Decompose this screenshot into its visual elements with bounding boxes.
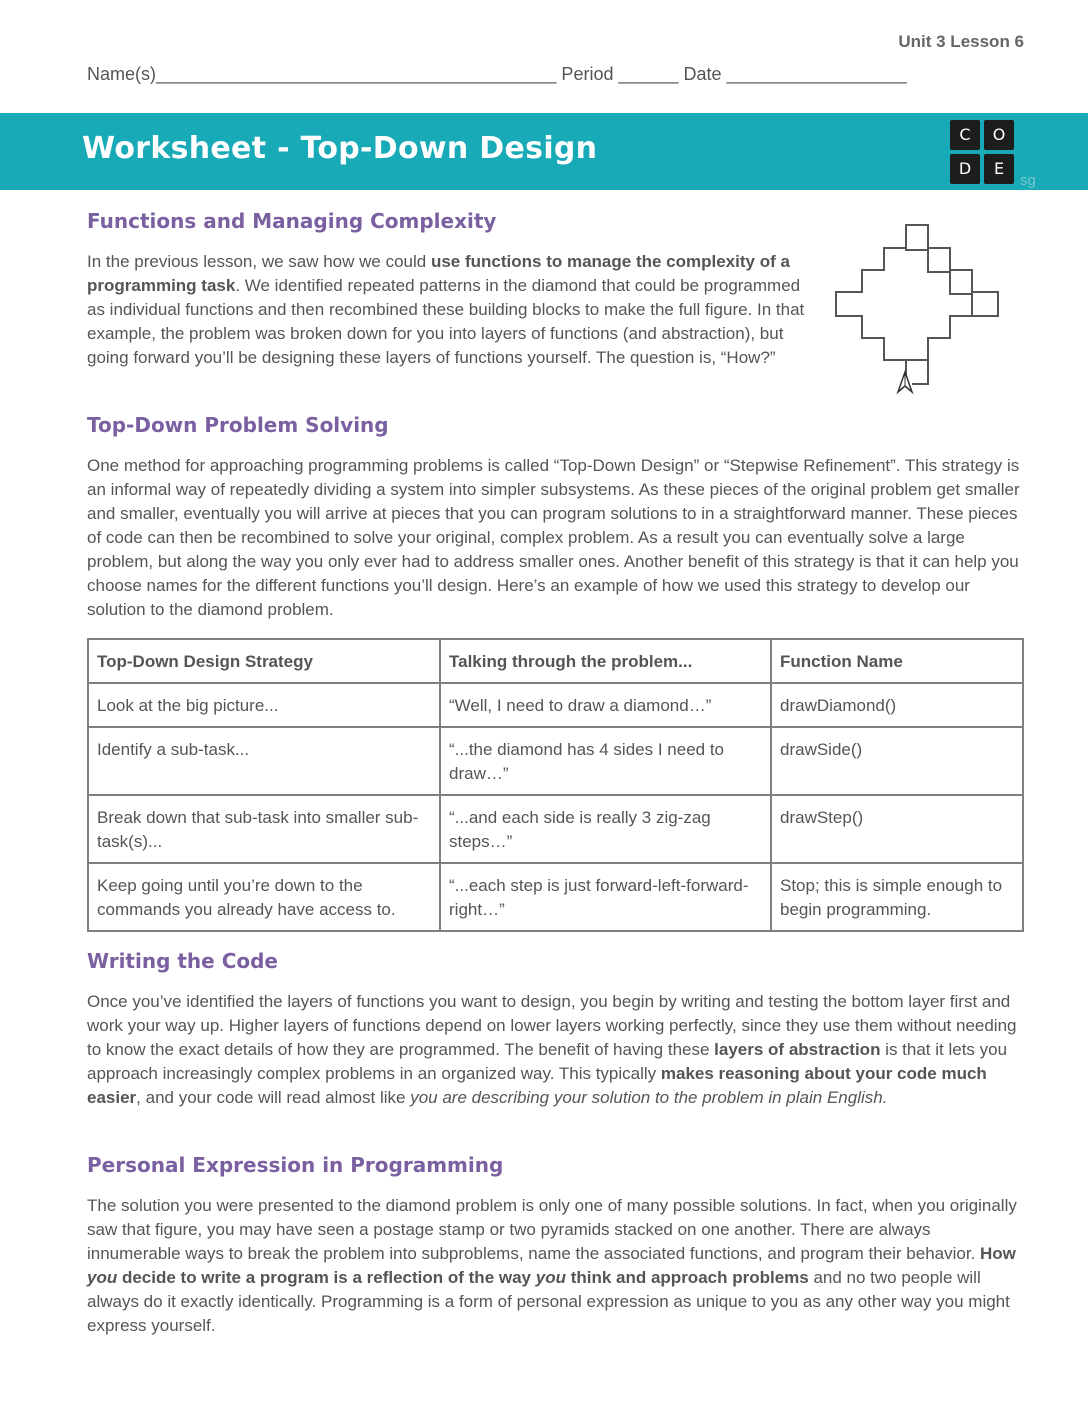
page-title: Worksheet - Top-Down Design — [82, 131, 598, 166]
table-cell: Keep going until you’re down to the commands you already have access to. — [88, 863, 440, 931]
table-header-cell: Top-Down Design Strategy — [88, 639, 440, 683]
table-cell: Look at the big picture... — [88, 683, 440, 727]
table-row — [88, 727, 1023, 795]
table-cell: “...the diamond has 4 sides I need to draw…” — [440, 727, 771, 795]
table-cell: drawDiamond() — [771, 683, 1023, 727]
unit-lesson-label: Unit 3 Lesson 6 — [898, 32, 1024, 51]
table-cell: Identify a sub-task... — [88, 727, 440, 795]
logo-letter: E — [984, 154, 1014, 184]
section-heading-writing: Writing the Code — [87, 949, 278, 973]
table-header-cell: Function Name — [771, 639, 1023, 683]
diamond-figure — [832, 220, 1004, 398]
table-cell: Stop; this is simple enough to begin programming. — [771, 863, 1023, 931]
code-logo — [950, 120, 1016, 186]
italic-text: you are describing your solution to the problem in plain English. — [410, 1088, 888, 1107]
table-cell: “...each step is just forward-left-forward-right…” — [440, 863, 771, 931]
text-run: Once you’ve identified the layers of functions you want to design, you begin by writing and testing the bottom layer first and work your way up. Higher layers of functions depend on lower layers working perfectly, since they use them without needing to know the exact details of how they are programmed. The benefit of having these — [87, 992, 1017, 1059]
logo-letter: D — [950, 154, 980, 184]
personal-paragraph — [87, 1194, 1024, 1338]
topdown-paragraph: One method for approaching programming problems is called “Top-Down Design” or “Stepwise Refinement”. This strategy is an informal way of repeatedly dividing a system into simpler subsystems. As these pieces of the original problem get smaller and smaller, eventually you will arrive at pieces that you can program solutions to in a straightforward manner. These pieces of code can then be recombined to solve your original, complex problem. As a result you can eventually solve a large problem, but along the way you only ever had to address smaller ones. Another benefit of this strategy is that it can help you choose names for the different functions you’ll design. Here’s an example of how we used this strategy to develop our solution to the diamond problem. — [87, 456, 1020, 619]
name-period-date-line: Name(s)________________________________________ Period ______ Date __________________ — [87, 64, 907, 84]
table-cell: Break down that sub-task into smaller sub-task(s)... — [88, 795, 440, 863]
bold-text: use functions to manage the complexity of a programming task — [87, 252, 790, 295]
italic-text: you — [87, 1268, 118, 1287]
strategy-table — [87, 638, 1024, 932]
text-run: The solution you were presented to the diamond problem is only one of many possible solutions. In fact, when you originally saw that figure, you may have seen a postage stamp or two pyramids stacked on one another. There are always innumerable ways to break the problem into subproblems, name the associated functions, and program their behavior. — [87, 1196, 1017, 1263]
table-cell: drawSide() — [771, 727, 1023, 795]
text-run: and no two people will always do it exactly identically. Programming is a form of personal expression as unique to you as any other way you might express yourself. — [87, 1268, 1010, 1335]
title-banner — [0, 113, 1088, 190]
section-heading-topdown: Top-Down Problem Solving — [87, 413, 389, 437]
logo-letter: C — [950, 120, 980, 150]
turtle-arrow-icon — [898, 372, 912, 392]
table-cell: “...and each side is really 3 zig-zag steps…” — [440, 795, 771, 863]
table-header-cell: Talking through the problem... — [440, 639, 771, 683]
italic-text: you — [535, 1268, 566, 1287]
bold-text: layers of abstraction — [714, 1040, 881, 1059]
bold-text: makes reasoning about your code much easier — [87, 1064, 987, 1107]
text-run: , and your code will read almost like — [136, 1088, 411, 1107]
section-heading-personal: Personal Expression in Programming — [87, 1153, 504, 1177]
logo-suffix: sg — [1020, 172, 1036, 189]
logo-letter: O — [984, 120, 1014, 150]
table-row — [88, 795, 1023, 863]
text-run: decide to write a program is a reflection of the way — [117, 1268, 536, 1287]
text-run: In the previous lesson, we saw how we could — [87, 252, 431, 271]
table-row — [88, 683, 1023, 727]
text-run: is that it lets you approach increasingly complex problems in an organized way. This typically — [87, 1040, 1008, 1083]
table-header-row — [88, 639, 1023, 683]
functions-paragraph — [87, 250, 815, 370]
section-heading-functions: Functions and Managing Complexity — [87, 209, 497, 233]
table-cell: “Well, I need to draw a diamond…” — [440, 683, 771, 727]
table-cell: drawStep() — [771, 795, 1023, 863]
text-run: . We identified repeated patterns in the diamond that could be programmed as individual functions and then recombined these building blocks to make the full figure. In that example, the problem was broken down for you into layers of functions (and abstraction), but going forward you’ll be designing these layers of functions yourself. The question is, “How?” — [87, 276, 805, 367]
text-run: think and approach problems — [565, 1268, 809, 1287]
text-run: How — [980, 1244, 1016, 1263]
writing-paragraph — [87, 990, 1024, 1110]
table-row — [88, 863, 1023, 931]
